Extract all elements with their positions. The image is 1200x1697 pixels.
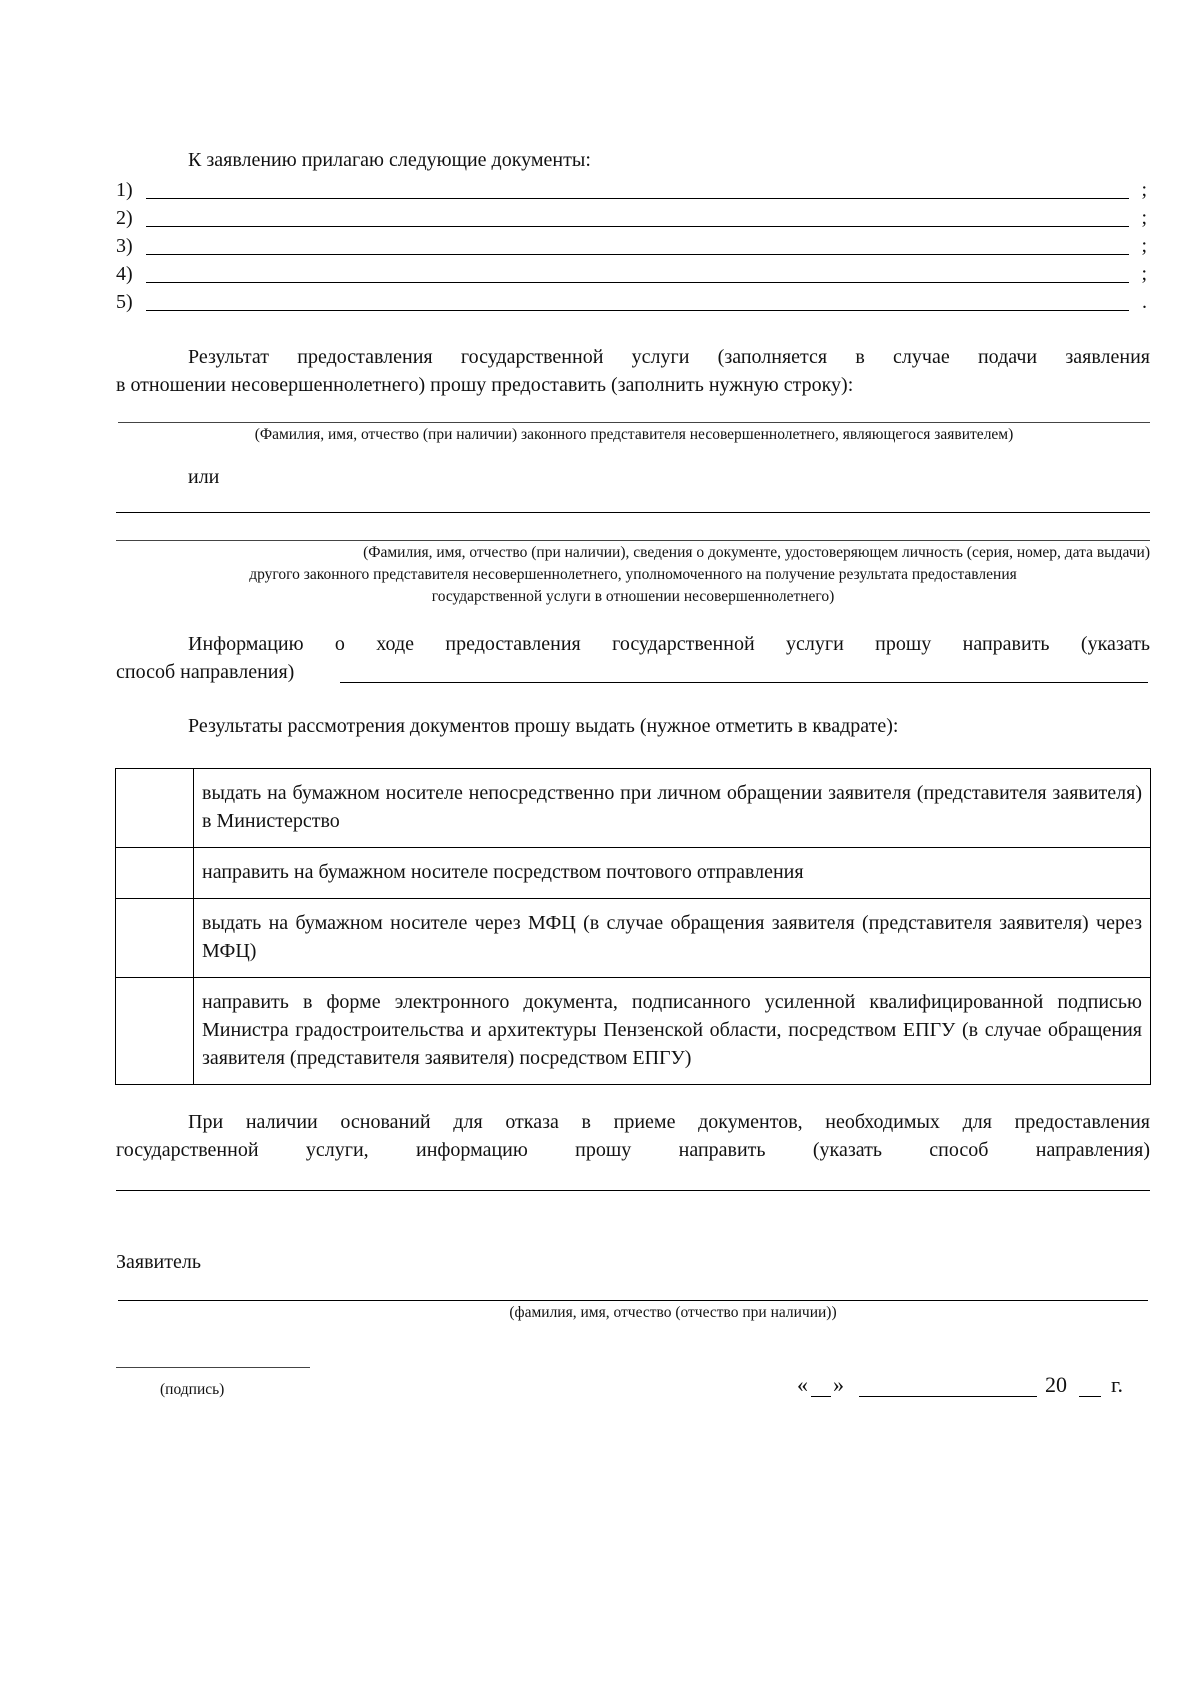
- info-method-line[interactable]: [340, 682, 1148, 683]
- attachment-number: 4): [116, 263, 133, 285]
- other-representative-caption-1: (Фамилия, имя, отчество (при наличии), сведения о документе, удостоверяющем личность (серия, номер, дата выдачи): [363, 544, 1150, 561]
- attachment-item: [116, 260, 1147, 286]
- attachment-blank-line[interactable]: [146, 198, 1129, 199]
- delivery-option-row: [116, 848, 1151, 899]
- signature-caption: (подпись): [160, 1381, 225, 1398]
- attachment-end-mark: ;: [1141, 179, 1147, 201]
- attachment-item: [116, 176, 1147, 202]
- date-month-blank[interactable]: [859, 1396, 1037, 1397]
- date-open-quote: «: [797, 1372, 808, 1397]
- attachment-blank-line[interactable]: [146, 310, 1129, 311]
- delivery-options-table: [115, 768, 1151, 1085]
- attachment-end-mark: ;: [1141, 263, 1147, 285]
- delivery-option-row: [116, 769, 1151, 848]
- legal-representative-caption: (Фамилия, имя, отчество (при наличии) законного представителя несовершеннолетнего, являющегося заявителем): [254, 426, 1014, 443]
- option-checkbox[interactable]: [116, 899, 194, 978]
- refusal-paragraph-line1: При наличии оснований для отказа в приеме документов, необходимых для предоставления: [188, 1111, 1150, 1133]
- attachment-end-mark: ;: [1141, 235, 1147, 257]
- refusal-paragraph-line2: государственной услуги, информацию прошу направить (указать способ направления): [116, 1139, 1150, 1161]
- attachment-end-mark: .: [1142, 291, 1147, 313]
- option-text: направить в форме электронного документа, подписанного усиленной квалифицированной подписью Министра градостроительства и архитектуры Пензенской области, посредством ЕПГУ (в случае обращения заявителя (представителя заявителя) посредством ЕПГУ): [194, 978, 1151, 1085]
- other-representative-line[interactable]: [116, 512, 1150, 513]
- attachment-blank-line[interactable]: [146, 282, 1129, 283]
- date-year-suffix: г.: [1111, 1372, 1124, 1397]
- option-checkbox[interactable]: [116, 848, 194, 899]
- applicant-name-line[interactable]: [118, 1300, 1148, 1301]
- option-checkbox[interactable]: [116, 978, 194, 1085]
- attachment-number: 1): [116, 179, 133, 201]
- attachment-blank-line[interactable]: [146, 254, 1129, 255]
- other-representative-caption-3: государственной услуги в отношении несовершеннолетнего): [431, 588, 835, 605]
- delivery-option-row: [116, 899, 1151, 978]
- date-year-prefix: 20: [1045, 1372, 1067, 1397]
- attachment-end-mark: ;: [1141, 207, 1147, 229]
- other-representative-caption-2: другого законного представителя несовершеннолетнего, уполномоченного на получение результата предоставления: [249, 566, 1017, 583]
- info-paragraph-line1: Информацию о ходе предоставления государственной услуги прошу направить (указать: [188, 633, 1150, 655]
- attachment-number: 3): [116, 235, 133, 257]
- refusal-method-line[interactable]: [116, 1190, 1150, 1191]
- delivery-heading: Результаты рассмотрения документов прошу выдать (нужное отметить в квадрате):: [188, 715, 899, 737]
- date-day-blank[interactable]: [811, 1396, 831, 1397]
- attachment-item: [116, 204, 1147, 230]
- delivery-option-row: [116, 978, 1151, 1085]
- result-paragraph-line1: Результат предоставления государственной услуги (заполняется в случае подачи заявления: [188, 346, 1150, 368]
- attachment-blank-line[interactable]: [146, 226, 1129, 227]
- option-checkbox[interactable]: [116, 769, 194, 848]
- attachment-number: 5): [116, 291, 133, 313]
- info-paragraph-line2: способ направления): [116, 661, 295, 683]
- result-paragraph-line2: в отношении несовершеннолетнего) прошу предоставить (заполнить нужную строку):: [116, 374, 854, 396]
- applicant-name-caption: (фамилия, имя, отчество (отчество при наличии)): [509, 1304, 837, 1321]
- attachment-item: [116, 288, 1147, 314]
- legal-representative-name-line[interactable]: [118, 422, 1150, 423]
- applicant-label: Заявитель: [116, 1251, 201, 1273]
- date-close-quote: »: [833, 1372, 844, 1397]
- attachment-number: 2): [116, 207, 133, 229]
- attachments-heading: К заявлению прилагаю следующие документы:: [188, 149, 591, 171]
- attachment-item: [116, 232, 1147, 258]
- date-year-blank[interactable]: [1079, 1396, 1101, 1397]
- other-representative-line-2[interactable]: [116, 540, 1150, 541]
- signature-line[interactable]: [116, 1367, 310, 1368]
- date-field: [797, 1370, 1137, 1400]
- option-text: направить на бумажном носителе посредством почтового отправления: [194, 848, 1151, 899]
- option-text: выдать на бумажном носителе через МФЦ (в случае обращения заявителя (представителя заявителя) через МФЦ): [194, 899, 1151, 978]
- or-label: или: [188, 466, 220, 488]
- option-text: выдать на бумажном носителе непосредственно при личном обращении заявителя (представителя заявителя) в Министерство: [194, 769, 1151, 848]
